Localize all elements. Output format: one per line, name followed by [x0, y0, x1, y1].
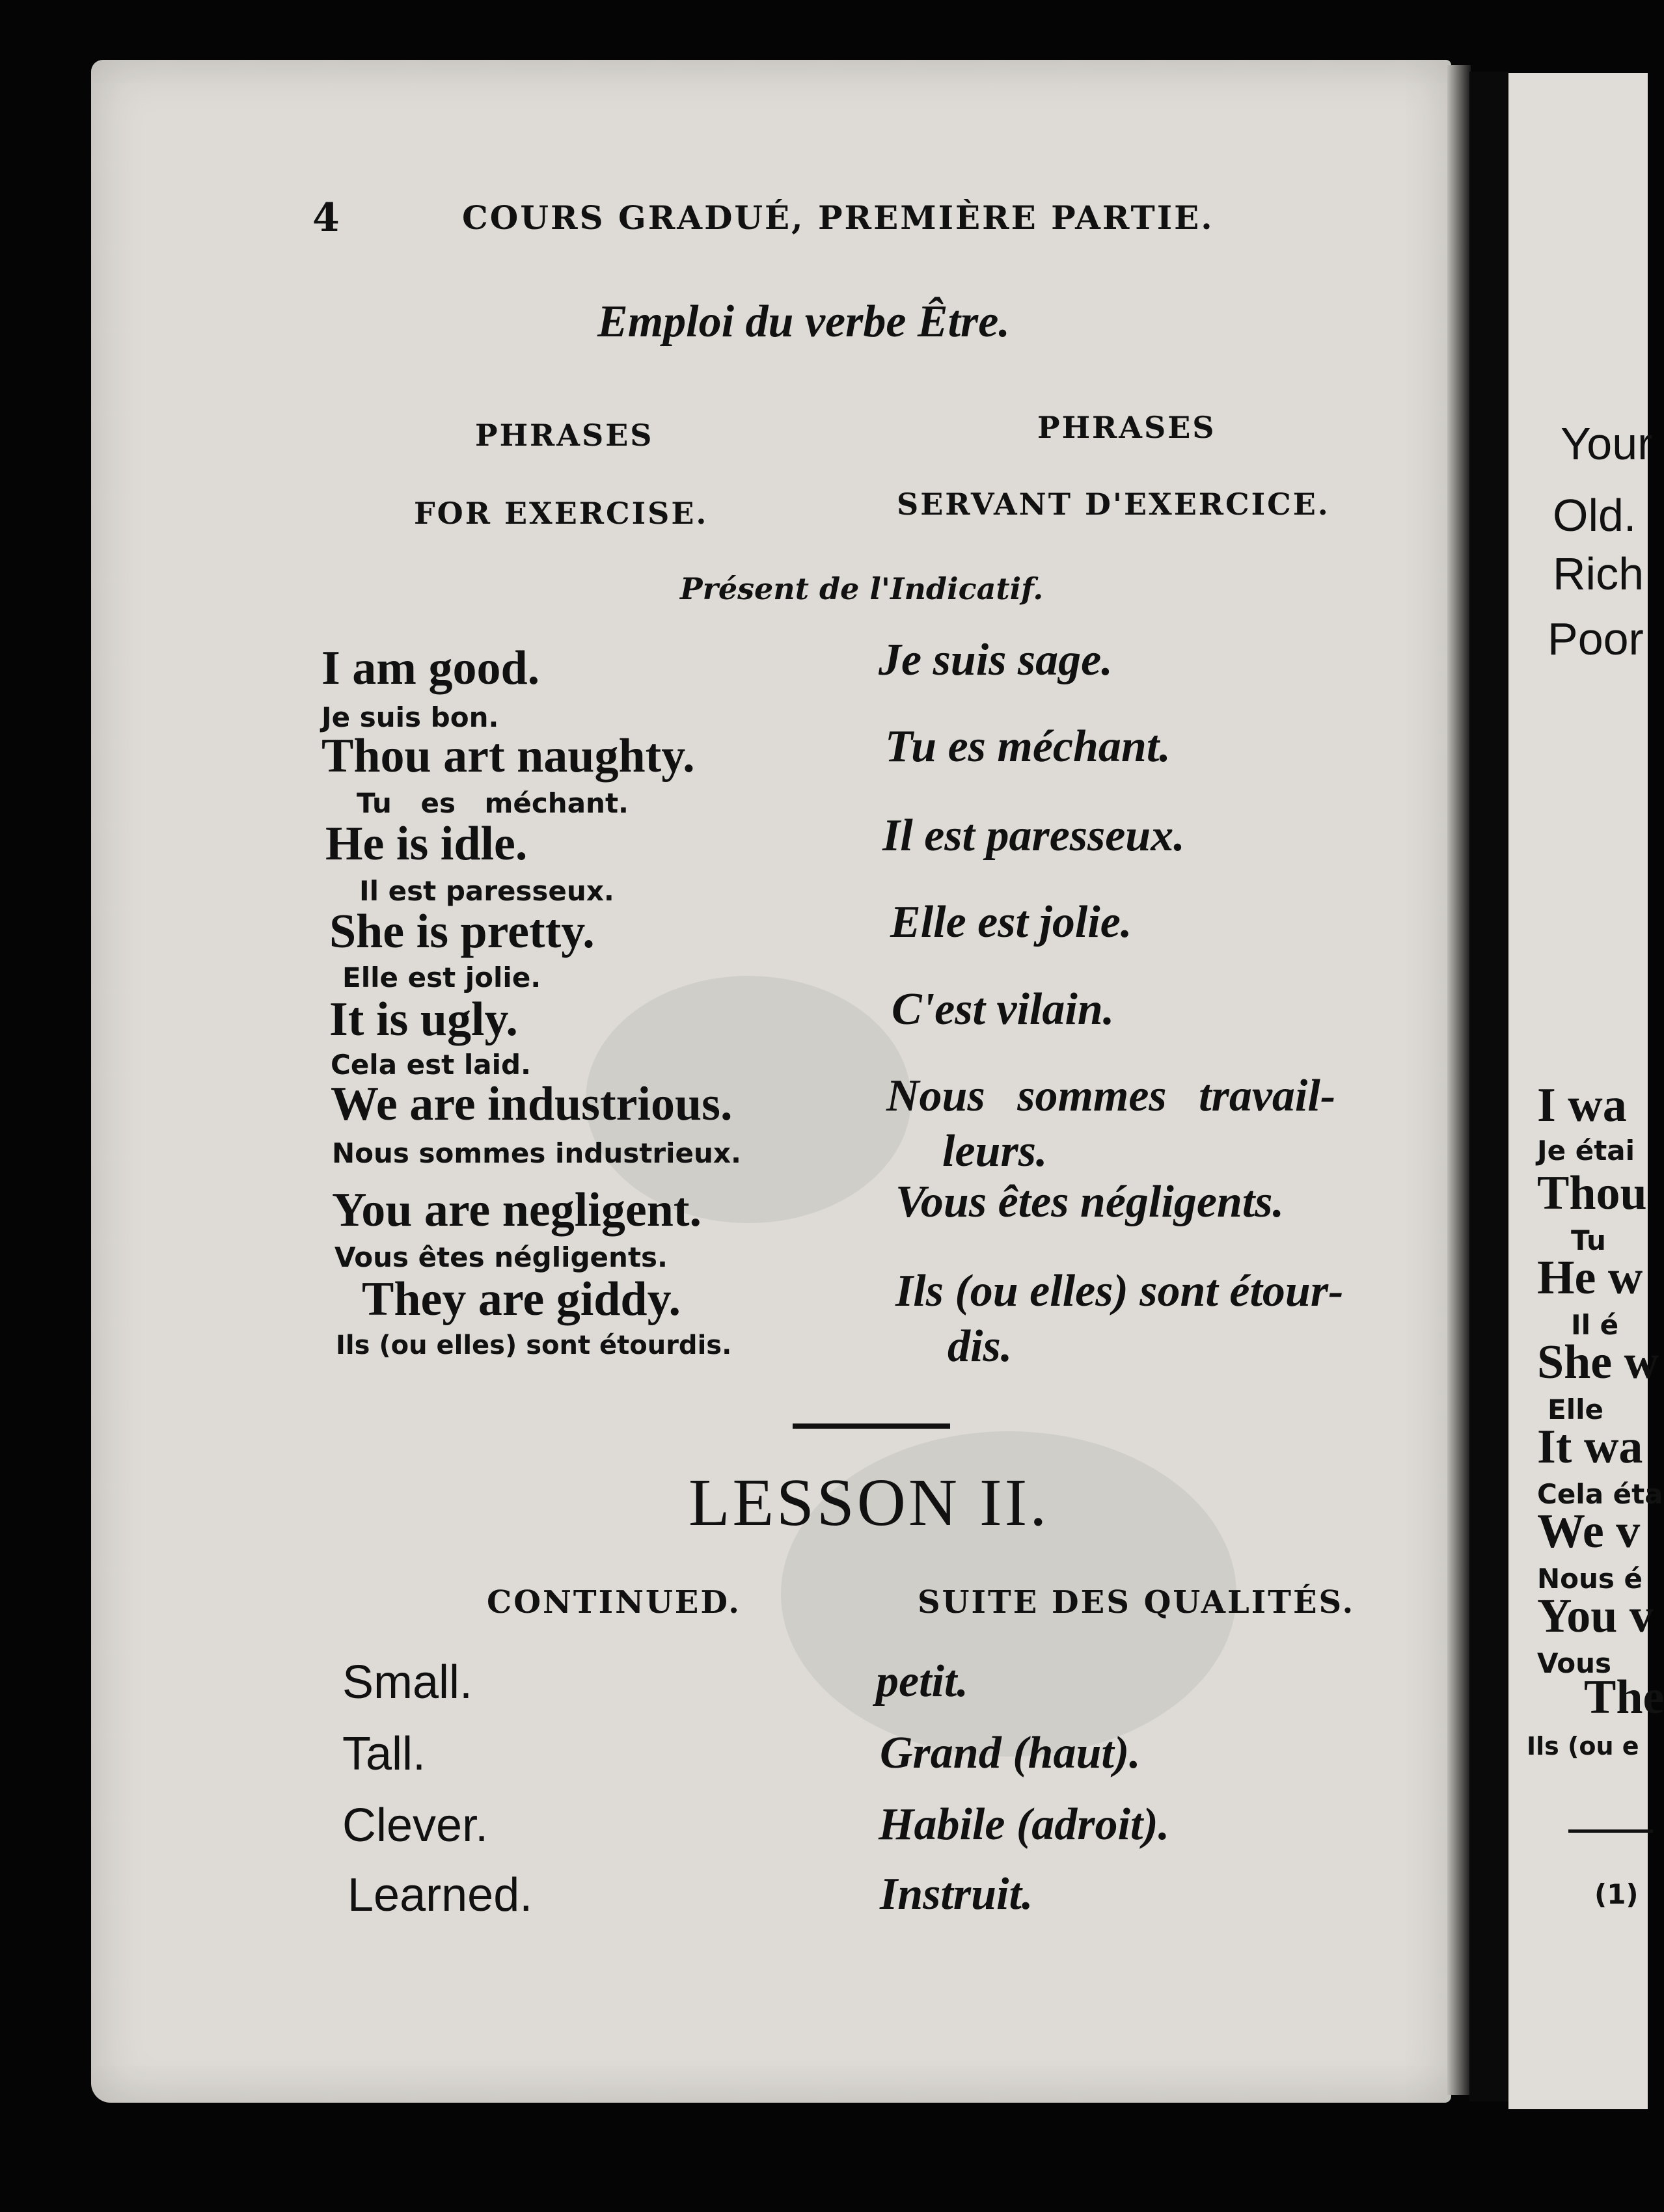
- facing-gloss: Elle: [1548, 1394, 1603, 1425]
- exercise-gloss: Il est paresseux.: [359, 875, 614, 907]
- facing-line: Thou: [1537, 1167, 1647, 1220]
- facing-gloss: Tu: [1571, 1224, 1606, 1256]
- exercise-gloss: Vous êtes négligents.: [334, 1241, 668, 1273]
- facing-line: Poor: [1548, 614, 1644, 664]
- exercise-fr: Nous sommes travail-: [886, 1071, 1336, 1121]
- lesson-title: LESSON II.: [689, 1465, 1050, 1540]
- exercise-fr-continued: leurs.: [942, 1126, 1048, 1176]
- facing-gloss: Nous é: [1537, 1563, 1643, 1595]
- facing-gloss: Vous: [1537, 1647, 1611, 1679]
- exercise-fr: Je suis sage.: [879, 635, 1113, 685]
- exercise-en: You are negligent.: [332, 1183, 702, 1237]
- facing-line: It wa: [1537, 1420, 1643, 1474]
- vocab-en: Small.: [342, 1656, 473, 1708]
- vocab-fr: Grand (haut).: [880, 1728, 1141, 1778]
- page-number: 4: [312, 195, 342, 241]
- exercise-fr: Tu es méchant.: [885, 722, 1171, 772]
- tense-heading: Présent de l'Indicatif.: [680, 571, 1044, 606]
- facing-line: Rich: [1553, 548, 1644, 599]
- facing-gloss: Je étai: [1537, 1135, 1635, 1167]
- right-heading-2: SERVANT D'EXERCICE.: [897, 487, 1330, 522]
- exercise-en: It is ugly.: [329, 993, 518, 1046]
- exercise-gloss: Cela est laid.: [331, 1049, 532, 1081]
- facing-line: He w: [1537, 1251, 1643, 1304]
- left-heading-2: FOR EXERCISE.: [414, 496, 709, 531]
- facing-page-fragment: [1508, 73, 1664, 2109]
- exercise-gloss: Tu es méchant.: [357, 787, 629, 819]
- facing-line: You v: [1537, 1589, 1654, 1643]
- vocab-en: Tall.: [342, 1728, 426, 1780]
- facing-gloss: Cela éta: [1537, 1478, 1663, 1510]
- section-title: [597, 296, 1010, 348]
- vocab-fr: Instruit.: [880, 1869, 1033, 1919]
- vocab-en: Learned.: [348, 1869, 533, 1921]
- facing-footnote: (1): [1594, 1878, 1639, 1910]
- exercise-gloss: Nous sommes industrieux.: [332, 1137, 741, 1169]
- book-gutter: [1469, 72, 1508, 2101]
- exercise-fr: Vous êtes négligents.: [895, 1177, 1285, 1227]
- exercise-gloss: Ils (ou elles) sont étourdis.: [336, 1330, 732, 1360]
- exercise-fr: C'est vilain.: [892, 984, 1115, 1034]
- exercise-en: I am good.: [321, 641, 540, 695]
- exercise-gloss: Elle est jolie.: [342, 962, 541, 993]
- facing-line: The: [1584, 1671, 1664, 1724]
- exercise-fr-continued: dis.: [948, 1321, 1013, 1371]
- vocab-fr: Habile (adroit).: [879, 1800, 1170, 1850]
- book-spine: [1447, 65, 1471, 2095]
- left-heading-1: PHRASES: [475, 418, 654, 453]
- facing-line: We v: [1537, 1505, 1641, 1558]
- lesson-left-heading: CONTINUED.: [487, 1584, 742, 1621]
- exercise-gloss: Je suis bon.: [321, 701, 499, 733]
- section-divider: [793, 1423, 950, 1429]
- exercise-en: We are industrious.: [331, 1077, 733, 1131]
- exercise-fr: Ils (ou elles) sont étour-: [895, 1266, 1344, 1316]
- exercise-en: Thou art naughty.: [321, 729, 695, 783]
- vocab-fr: petit.: [876, 1656, 968, 1706]
- exercise-en: She is pretty.: [329, 905, 595, 958]
- vocab-en: Clever.: [342, 1800, 489, 1852]
- exercise-en: He is idle.: [325, 817, 528, 870]
- facing-line: I wa: [1537, 1079, 1627, 1132]
- facing-gloss: Ils (ou e: [1527, 1732, 1639, 1760]
- facing-line: Your: [1561, 418, 1653, 469]
- facing-gloss: Il é: [1571, 1309, 1619, 1341]
- facing-line: She w: [1537, 1336, 1659, 1389]
- running-title: COURS GRADUÉ, PREMIÈRE PARTIE.: [462, 198, 1214, 237]
- right-heading-1: PHRASES: [1037, 410, 1216, 445]
- section-title-text: Emploi du verbe Être.: [597, 297, 1010, 347]
- exercise-en: They are giddy.: [362, 1273, 681, 1326]
- facing-footnote-rule: [1568, 1829, 1653, 1833]
- exercise-fr: Il est paresseux.: [882, 811, 1185, 861]
- exercise-fr: Elle est jolie.: [890, 897, 1132, 947]
- facing-line: Old.: [1553, 490, 1637, 541]
- lesson-right-heading: SUITE DES QUALITÉS.: [918, 1584, 1356, 1621]
